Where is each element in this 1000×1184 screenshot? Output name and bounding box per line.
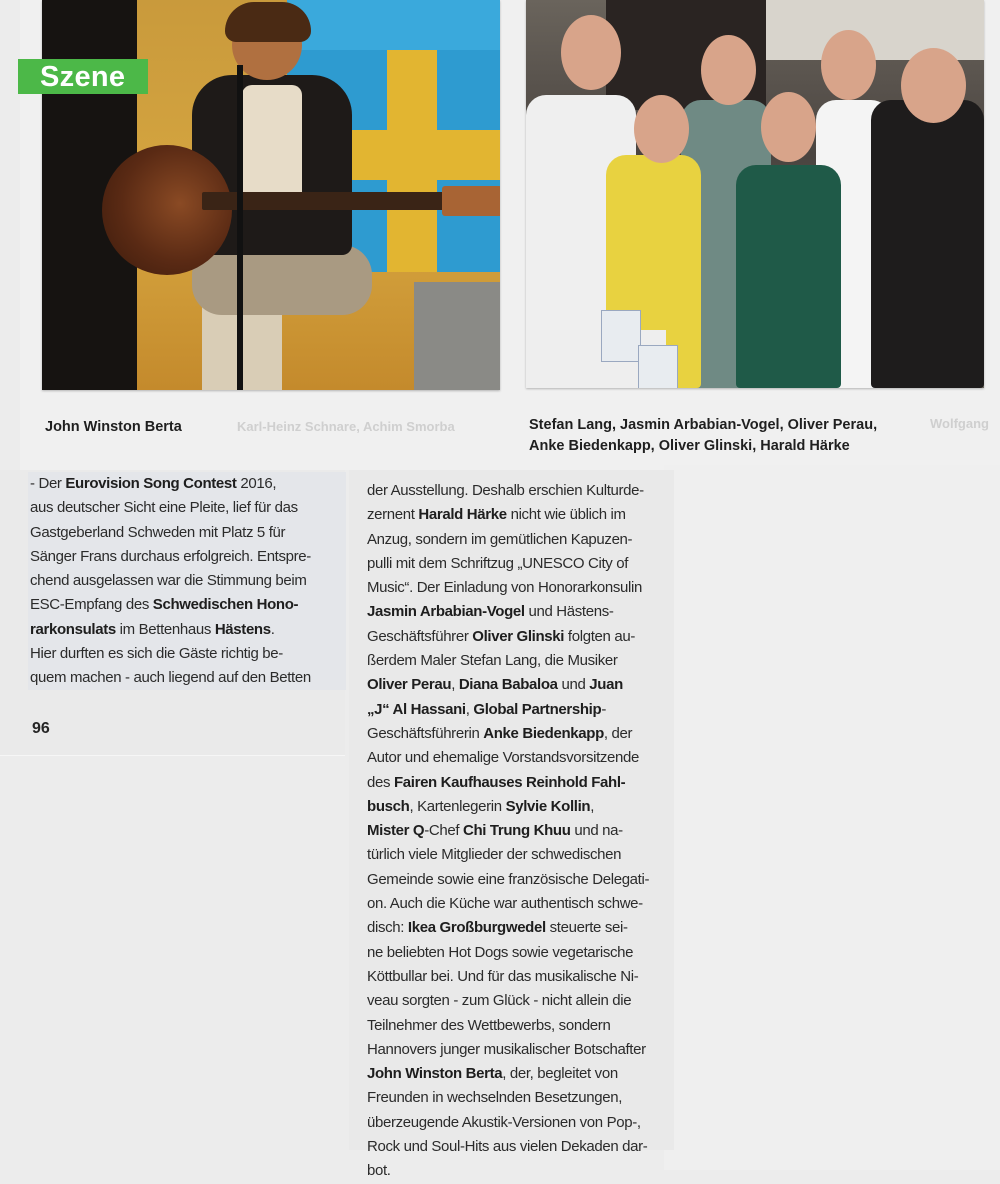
text-run: des [367, 773, 394, 791]
bold-name: Juan [589, 676, 623, 694]
text-run: aus deutscher Sicht eine Pleite, lief für das [30, 499, 298, 517]
article-line [367, 625, 667, 649]
bold-name: Schwedischen Hono- [152, 596, 299, 614]
article-line [367, 600, 667, 624]
face [761, 92, 816, 162]
text-run: , der, begleitet von [502, 1065, 618, 1083]
text-run: veau sorgten - zum Glück - nicht allein die [367, 992, 632, 1010]
text-run: und [557, 676, 590, 694]
bold-name: „J“ Al Hassani [367, 700, 466, 718]
performer-legs [192, 245, 372, 315]
text-run: überzeugende Akustik-Versionen von Pop-, [367, 1113, 641, 1131]
article-line [30, 642, 350, 666]
text-run: , [590, 797, 595, 815]
face [821, 30, 876, 100]
face [634, 95, 689, 163]
text-run: ne beliebten Hot Dogs sowie vegetarische [367, 943, 634, 961]
speaker-box [414, 282, 500, 390]
bold-name: busch [367, 797, 410, 815]
article-line [367, 1135, 667, 1159]
text-run: quem machen - auch liegend auf den Betten [30, 669, 311, 687]
text-run: chend ausgelassen war die Stimmung beim [30, 572, 307, 590]
article-line [367, 843, 667, 867]
article-line [367, 649, 667, 673]
face [561, 15, 621, 90]
text-run: der Ausstellung. Deshalb erschien Kulturde- [367, 482, 644, 499]
text-run: 2016, [236, 475, 277, 492]
text-run: Freunden in wechselnden Besetzungen, [367, 1089, 623, 1107]
article-line [30, 472, 350, 496]
text-run: Anzug, sondern im gemütlichen Kapuzen- [367, 530, 633, 548]
guitar-headstock [442, 186, 500, 216]
article-line [367, 479, 667, 503]
bold-name: Fairen Kaufhauses Reinhold Fahl- [393, 773, 626, 791]
text-run: Gastgeberland Schweden mit Platz 5 für [30, 523, 286, 541]
text-run: Teilnehmer des Wettbewerbs, sondern [367, 1016, 611, 1034]
bold-name: Mister Q [367, 822, 425, 840]
article-line [367, 722, 667, 746]
bold-name: Ikea Großburgwedel [407, 919, 546, 937]
bold-name: Jasmin Arbabian-Vogel [367, 603, 525, 621]
article-line [367, 916, 667, 940]
bleed-through-text: Wolfgang [930, 416, 989, 431]
paper-right-blank [664, 465, 1000, 1170]
bold-name: Oliver Perau [367, 676, 452, 694]
article-line [30, 618, 350, 642]
section-tag-label: Szene [40, 61, 126, 93]
text-run: , der [603, 724, 633, 742]
article-line [367, 698, 667, 722]
text-run: zernent [367, 506, 419, 524]
text-run: Autor und ehemalige Vorstandsvorsitzende [367, 749, 640, 767]
article-line [367, 989, 667, 1013]
text-run: , [465, 700, 474, 718]
photo-caption-right [529, 415, 949, 457]
microphone-stand [237, 65, 243, 390]
text-run: Geschäftsführerin [367, 724, 484, 742]
bleed-through-text: Karl-Heinz Schnare, Achim Smorba [237, 419, 455, 434]
guitar-body [102, 145, 232, 275]
article-line [367, 868, 667, 892]
caption-line: Anke Biedenkapp, Oliver Glinski, Harald Härke [529, 438, 850, 454]
photo-caption-left: John Winston Berta [45, 419, 182, 435]
article-line [367, 819, 667, 843]
article-line [367, 1159, 667, 1183]
bold-name: rarkonsulats [30, 620, 116, 638]
article-line [367, 771, 667, 795]
page-number: 96 [32, 720, 50, 737]
article-line [367, 503, 667, 527]
article-line [367, 1014, 667, 1038]
photo-group [526, 0, 984, 388]
text-run: pulli mit dem Schriftzug „UNESCO City of [367, 554, 629, 572]
bold-name: Sylvie Kollin [505, 797, 591, 815]
text-run: Hier durften es sich die Gäste richtig be- [30, 645, 283, 663]
text-run: disch: [367, 919, 408, 937]
text-run: -Chef [424, 822, 463, 840]
article-line [367, 941, 667, 965]
performer-shirt [242, 85, 302, 205]
article-line [367, 1111, 667, 1135]
article-line [367, 552, 667, 576]
ceiling [766, 0, 984, 60]
bold-name: Anke Biedenkapp [483, 724, 604, 742]
text-run: ßerdem Maler Stefan Lang, die Musiker [367, 652, 618, 670]
article-line [367, 746, 667, 770]
text-run: Gemeinde sowie eine französische Delegati- [367, 870, 650, 888]
text-run: ESC-Empfang des [30, 596, 153, 614]
text-run: nicht wie üblich im [506, 506, 626, 524]
text-run: Geschäftsführer [367, 627, 473, 645]
caption-line: Stefan Lang, Jasmin Arbabian-Vogel, Oliver Perau, [529, 417, 878, 433]
person-harald-haerke [871, 100, 984, 388]
performer-hair [225, 2, 311, 42]
article-line [367, 795, 667, 819]
bold-name: Oliver Glinski [472, 627, 565, 645]
article-line [30, 545, 350, 569]
article-line [367, 528, 667, 552]
screen-banner [287, 0, 500, 50]
text-run: . [270, 620, 275, 638]
article-line [367, 673, 667, 697]
text-run: bot. [367, 1162, 391, 1180]
cup [638, 345, 678, 388]
article-line [367, 1062, 667, 1086]
text-run: Hannovers junger musikalischer Botschafter [367, 1040, 646, 1058]
bold-name: Eurovision Song Contest [65, 475, 237, 492]
person-anke-biedenkapp [736, 165, 841, 388]
text-run: , Kartenlegerin [409, 797, 506, 815]
article-line [367, 892, 667, 916]
text-run: Sänger Frans durchaus erfolgreich. Entspre- [30, 547, 311, 565]
text-run: Rock und Soul-Hits aus vielen Dekaden dar- [367, 1138, 648, 1156]
text-run: im Bettenhaus [115, 620, 215, 638]
text-run: on. Auch die Küche war authentisch schwe- [367, 895, 643, 913]
text-run: , [451, 676, 459, 694]
article-line [30, 496, 350, 520]
article-line [30, 569, 350, 593]
article-line [30, 593, 350, 617]
face [701, 35, 756, 105]
article-line [30, 521, 350, 545]
text-run: und na- [570, 822, 623, 840]
text-run: steuerte sei- [545, 919, 628, 937]
article-line [367, 1086, 667, 1110]
text-run: - Der [30, 475, 66, 492]
text-run: folgten au- [564, 627, 635, 645]
bold-name: John Winston Berta [367, 1065, 503, 1083]
text-run: Köttbullar bei. Und für das musikalische Ni- [367, 967, 639, 985]
text-run: Music“. Der Einladung von Honorarkonsulin [367, 579, 642, 597]
article-line [367, 576, 667, 600]
bold-name: Global Partnership [473, 700, 602, 718]
bold-name: Hästens [214, 620, 271, 638]
article-line [367, 1038, 667, 1062]
face [901, 48, 966, 123]
article-column-left [30, 472, 350, 691]
bold-name: Diana Babaloa [458, 676, 558, 694]
text-run: und Hästens- [524, 603, 614, 621]
article-column-middle [367, 479, 667, 1184]
bold-name: Harald Härke [418, 506, 507, 524]
article-line [30, 666, 350, 690]
bold-name: Chi Trung Khuu [462, 822, 571, 840]
text-run: - [601, 700, 606, 718]
section-tag [18, 59, 148, 94]
article-line [367, 965, 667, 989]
text-run: türlich viele Mitglieder der schwedischen [367, 846, 622, 864]
cup [601, 310, 641, 362]
